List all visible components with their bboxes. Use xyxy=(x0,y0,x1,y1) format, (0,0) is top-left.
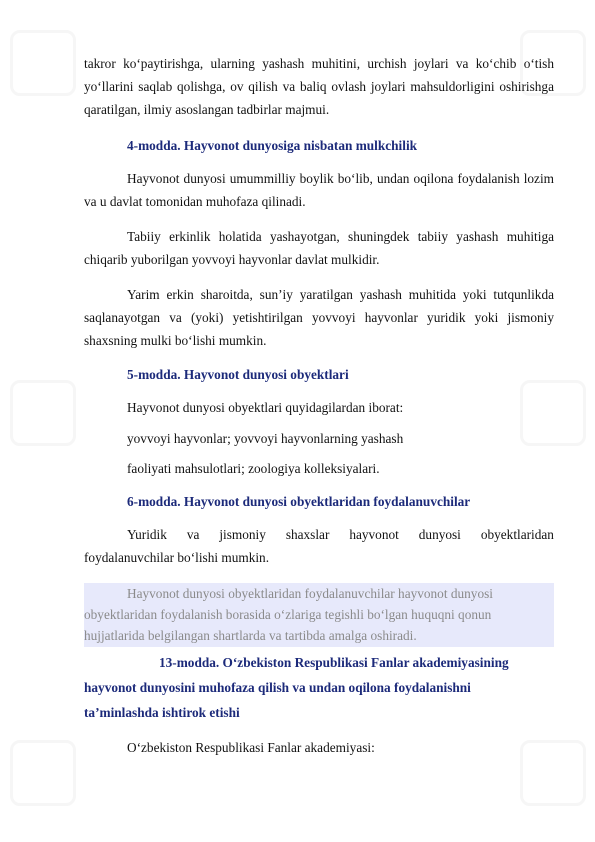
highlighted-paragraph xyxy=(84,583,554,647)
highlighted-line-3: hujjatlarida belgilangan shartlarda va tartibda amalga oshiradi. xyxy=(84,628,417,643)
paragraph-article-4-3: Yarim erkin sharoitda, sun’iy yaratilgan yashash muhitida yoki tutqunlikda saqlanayotgan va (yoki) yetishtirilgan yovvoyi hayvonlar yuridik yoki jismoniy shaxsning mulki bo‘lishi mumkin. xyxy=(84,287,554,348)
paragraph-article-13-1: O‘zbekiston Respublikasi Fanlar akademiyasi: xyxy=(127,740,375,755)
word: hayvonot xyxy=(349,527,399,542)
word: va xyxy=(186,527,200,542)
paragraph-article-4-1: Hayvonot dunyosi umummilliy boylik bo‘lib, undan oqilona foydalanish lozim va u davlat tomonidan muhofaza qilinadi. xyxy=(84,171,554,209)
paragraph-article-5-3: faoliyati mahsulotlari; zoologiya kolleksiyalari. xyxy=(127,461,380,476)
heading-article-6: 6-modda. Hayvonot dunyosi obyektlaridan foydalanuvchilar xyxy=(127,494,471,509)
highlighted-line-2: obyektlaridan foydalanish borasida o‘zlariga tegishli bo‘lgan huquqni qonun xyxy=(84,607,492,622)
paragraph-article-5-1: Hayvonot dunyosi obyektlari quyidagilardan iborat: xyxy=(127,400,404,415)
heading-article-13-line-3: ta’minlashda ishtirok etishi xyxy=(84,705,240,720)
word: shaxslar xyxy=(285,527,330,542)
paragraph-article-6-1: Yuridik va jismoniy shaxslar hayvonot dunyosi obyektlaridan foydalanuvchilar bo‘lishi mumkin. xyxy=(84,523,554,569)
watermark-tile xyxy=(10,30,76,96)
word: dunyosi xyxy=(418,527,461,542)
heading-article-5: 5-modda. Hayvonot dunyosi obyektlari xyxy=(127,367,349,382)
watermark-tile xyxy=(10,380,76,446)
paragraph-continuation: takror ko‘paytirishga, ularning yashash muhitini, urchish joylari va ko‘chib o‘tish yo‘llarini saqlab qolishga, ov qilish va baliq ovlash joylari mahsuldorligini oshirishga qaratilgan, ilmiy asoslangan tadbirlar majmui. xyxy=(84,56,554,117)
word: jismoniy xyxy=(219,527,266,542)
paragraph-article-4-2: Tabiiy erkinlik holatida yashayotgan, shuningdek tabiiy yashash muhitiga chiqarib yuborilgan yovvoyi hayvonlar davlat mulkidir. xyxy=(84,229,554,267)
word: Yuridik xyxy=(127,527,167,542)
word: obyektlaridan xyxy=(480,527,554,542)
heading-article-13-line-1: 13-modda. O‘zbekiston Respublikasi Fanlar akademiyasining xyxy=(159,655,509,670)
heading-article-4: 4-modda. Hayvonot dunyosiga nisbatan mulkchilik xyxy=(127,138,418,153)
highlighted-line-1: Hayvonot dunyosi obyektlaridan foydalanuvchilar hayvonot dunyosi xyxy=(127,586,493,601)
heading-article-13-line-2: hayvonot dunyosini muhofaza qilish va undan oqilona foydalanishni xyxy=(84,680,471,695)
watermark-tile xyxy=(10,740,76,806)
heading-article-13 xyxy=(84,650,554,725)
paragraph-article-5-2: yovvoyi hayvonlar; yovvoyi hayvonlarning yashash xyxy=(127,431,404,446)
